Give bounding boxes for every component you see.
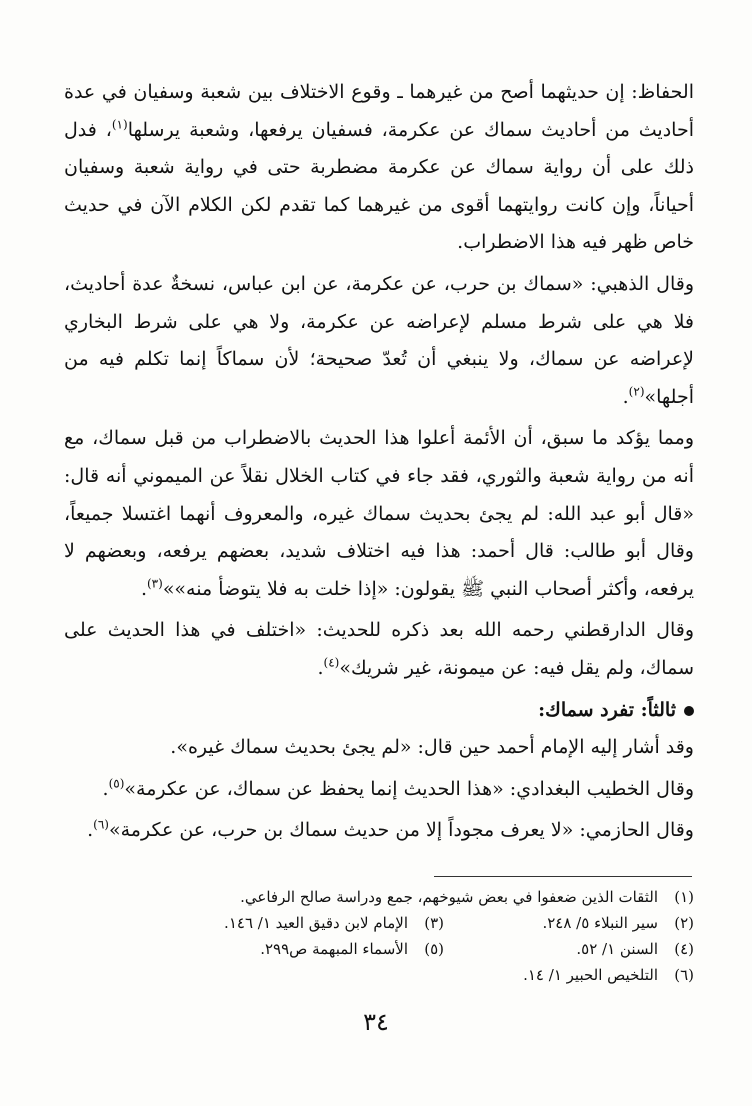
footnote-row — [64, 962, 694, 988]
footnote-row — [64, 910, 694, 936]
paragraph-1-tail: ، فدل ذلك على أن رواية سماك عن عكرمة مضطربة حتى في رواية شعبة وسفيان أحياناً، وإن كانت روايتهما أقوى من غيرهما كما تقدم لكن الكلام الآن في حديث خاص ظهر فيه هذا الاضطراب. — [64, 118, 694, 254]
footnote-text: الأسماء المبهمة ص٢٩٩. — [260, 940, 408, 958]
footnote-1 — [240, 884, 694, 910]
footnote-text: الإمام لابن دقيق العيد ١/ ١٤٦. — [224, 914, 408, 932]
footnote-text: سير النبلاء ٥/ ٢٤٨. — [542, 914, 658, 932]
period: . — [140, 577, 147, 600]
paragraph-3 — [64, 420, 694, 608]
section-heading-text: ثالثاً: تفرد سماك: — [538, 698, 676, 721]
paragraph-2-text: وقال الذهبي: «سماك بن حرب، عن عكرمة، عن ابن عباس، نسخةٌ عدة أحاديث، فلا هي على شرط مسلم لإعراضه عن عكرمة، ولا هي على شرط البخاري لإعراضه عن سماك، ولا ينبغي أن تُعدّ صحيحة؛ لأن سماكاً إنما تكلم فيه من أجلها» — [64, 272, 694, 408]
footnote-2 — [444, 910, 694, 936]
period: . — [317, 656, 324, 679]
footnote-5 — [194, 936, 444, 962]
footnote-number: (٥) — [424, 940, 444, 958]
paragraph-4 — [64, 612, 694, 687]
footnote-divider — [434, 876, 692, 877]
footnote-text: السنن ١/ ٥٢. — [576, 940, 658, 958]
paragraph-6 — [64, 771, 694, 809]
footnotes — [64, 884, 694, 988]
bullet-icon — [684, 706, 694, 716]
footnote-text: الثقات الذين ضعفوا في بعض شيوخهم، جمع ودراسة صالح الرفاعي. — [240, 888, 658, 906]
paragraph-4-text: وقال الدارقطني رحمه الله بعد ذكره للحديث: «اختلف في هذا الحديث على سماك، ولم يقل فيه: عن ميمونة، غير شريك» — [64, 619, 694, 679]
footnote-6 — [444, 962, 694, 988]
footnote-number: (١) — [674, 888, 694, 906]
paragraph-5 — [64, 729, 694, 767]
paragraph-5-text: وقد أشار إليه الإمام أحمد حين قال: «لم يجئ بحديث سماك غيره». — [170, 736, 694, 759]
footnote-marker-1[interactable]: (١) — [111, 117, 128, 132]
period: . — [102, 777, 109, 800]
footnote-number: (٤) — [674, 940, 694, 958]
footnote-marker-6[interactable]: (٦) — [93, 817, 109, 832]
footnote-marker-4[interactable]: (٤) — [323, 655, 340, 670]
footnote-marker-2[interactable]: (٢) — [628, 384, 645, 399]
footnote-text: التلخيص الحبير ١/ ١٤. — [523, 966, 658, 984]
paragraph-1-text: الحفاظ: إن حديثهما أصح من غيرهما ـ وقوع الاختلاف بين شعبة وسفيان في عدة أحاديث من أحاديث سماك عن عكرمة، فسفيان يرفعها، وشعبة يرسلها — [64, 81, 694, 141]
paragraph-2 — [64, 266, 694, 416]
footnote-number: (٣) — [424, 914, 444, 932]
paragraph-6-text: وقال الخطيب البغدادي: «هذا الحديث إنما يحفظ عن سماك، عن عكرمة» — [124, 777, 694, 800]
footnote-row — [64, 884, 694, 910]
section-heading — [64, 692, 694, 730]
footnote-3 — [194, 910, 444, 936]
footnote-marker-3[interactable]: (٣) — [146, 576, 163, 591]
footnote-number: (٦) — [674, 966, 694, 984]
page-number: ٣٤ — [363, 1008, 389, 1036]
period: . — [622, 385, 629, 408]
footnote-4 — [444, 936, 694, 962]
paragraph-1 — [64, 74, 694, 262]
main-text — [64, 74, 694, 854]
paragraph-3-text: ومما يؤكد ما سبق، أن الأئمة أعلوا هذا الحديث بالاضطراب من قبل سماك، مع أنه من رواية شعبة والثوري، فقد جاء في كتاب الخلال نقلاً عن الميموني أنه قال: «قال أبو عبد الله: لم يجئ بحديث سماك غيره، والمعروف أنهما اغتسلا جميعاً، وقال أبو طالب: قال أحمد: هذا فيه اختلاف شديد، بعضهم يرفعه، وبعضهم لا يرفعه، وأكثر أصحاب النبي ﷺ يقولون: «إذا خلت به فلا يتوضأ منه»» — [64, 427, 694, 600]
footnote-row — [64, 936, 694, 962]
footnote-number: (٢) — [674, 914, 694, 932]
paragraph-7-text: وقال الحازمي: «لا يعرف مجوداً إلا من حديث سماك بن حرب، عن عكرمة» — [108, 819, 694, 842]
paragraph-7 — [64, 812, 694, 850]
footnote-marker-5[interactable]: (٥) — [108, 776, 125, 791]
period: . — [87, 819, 94, 842]
